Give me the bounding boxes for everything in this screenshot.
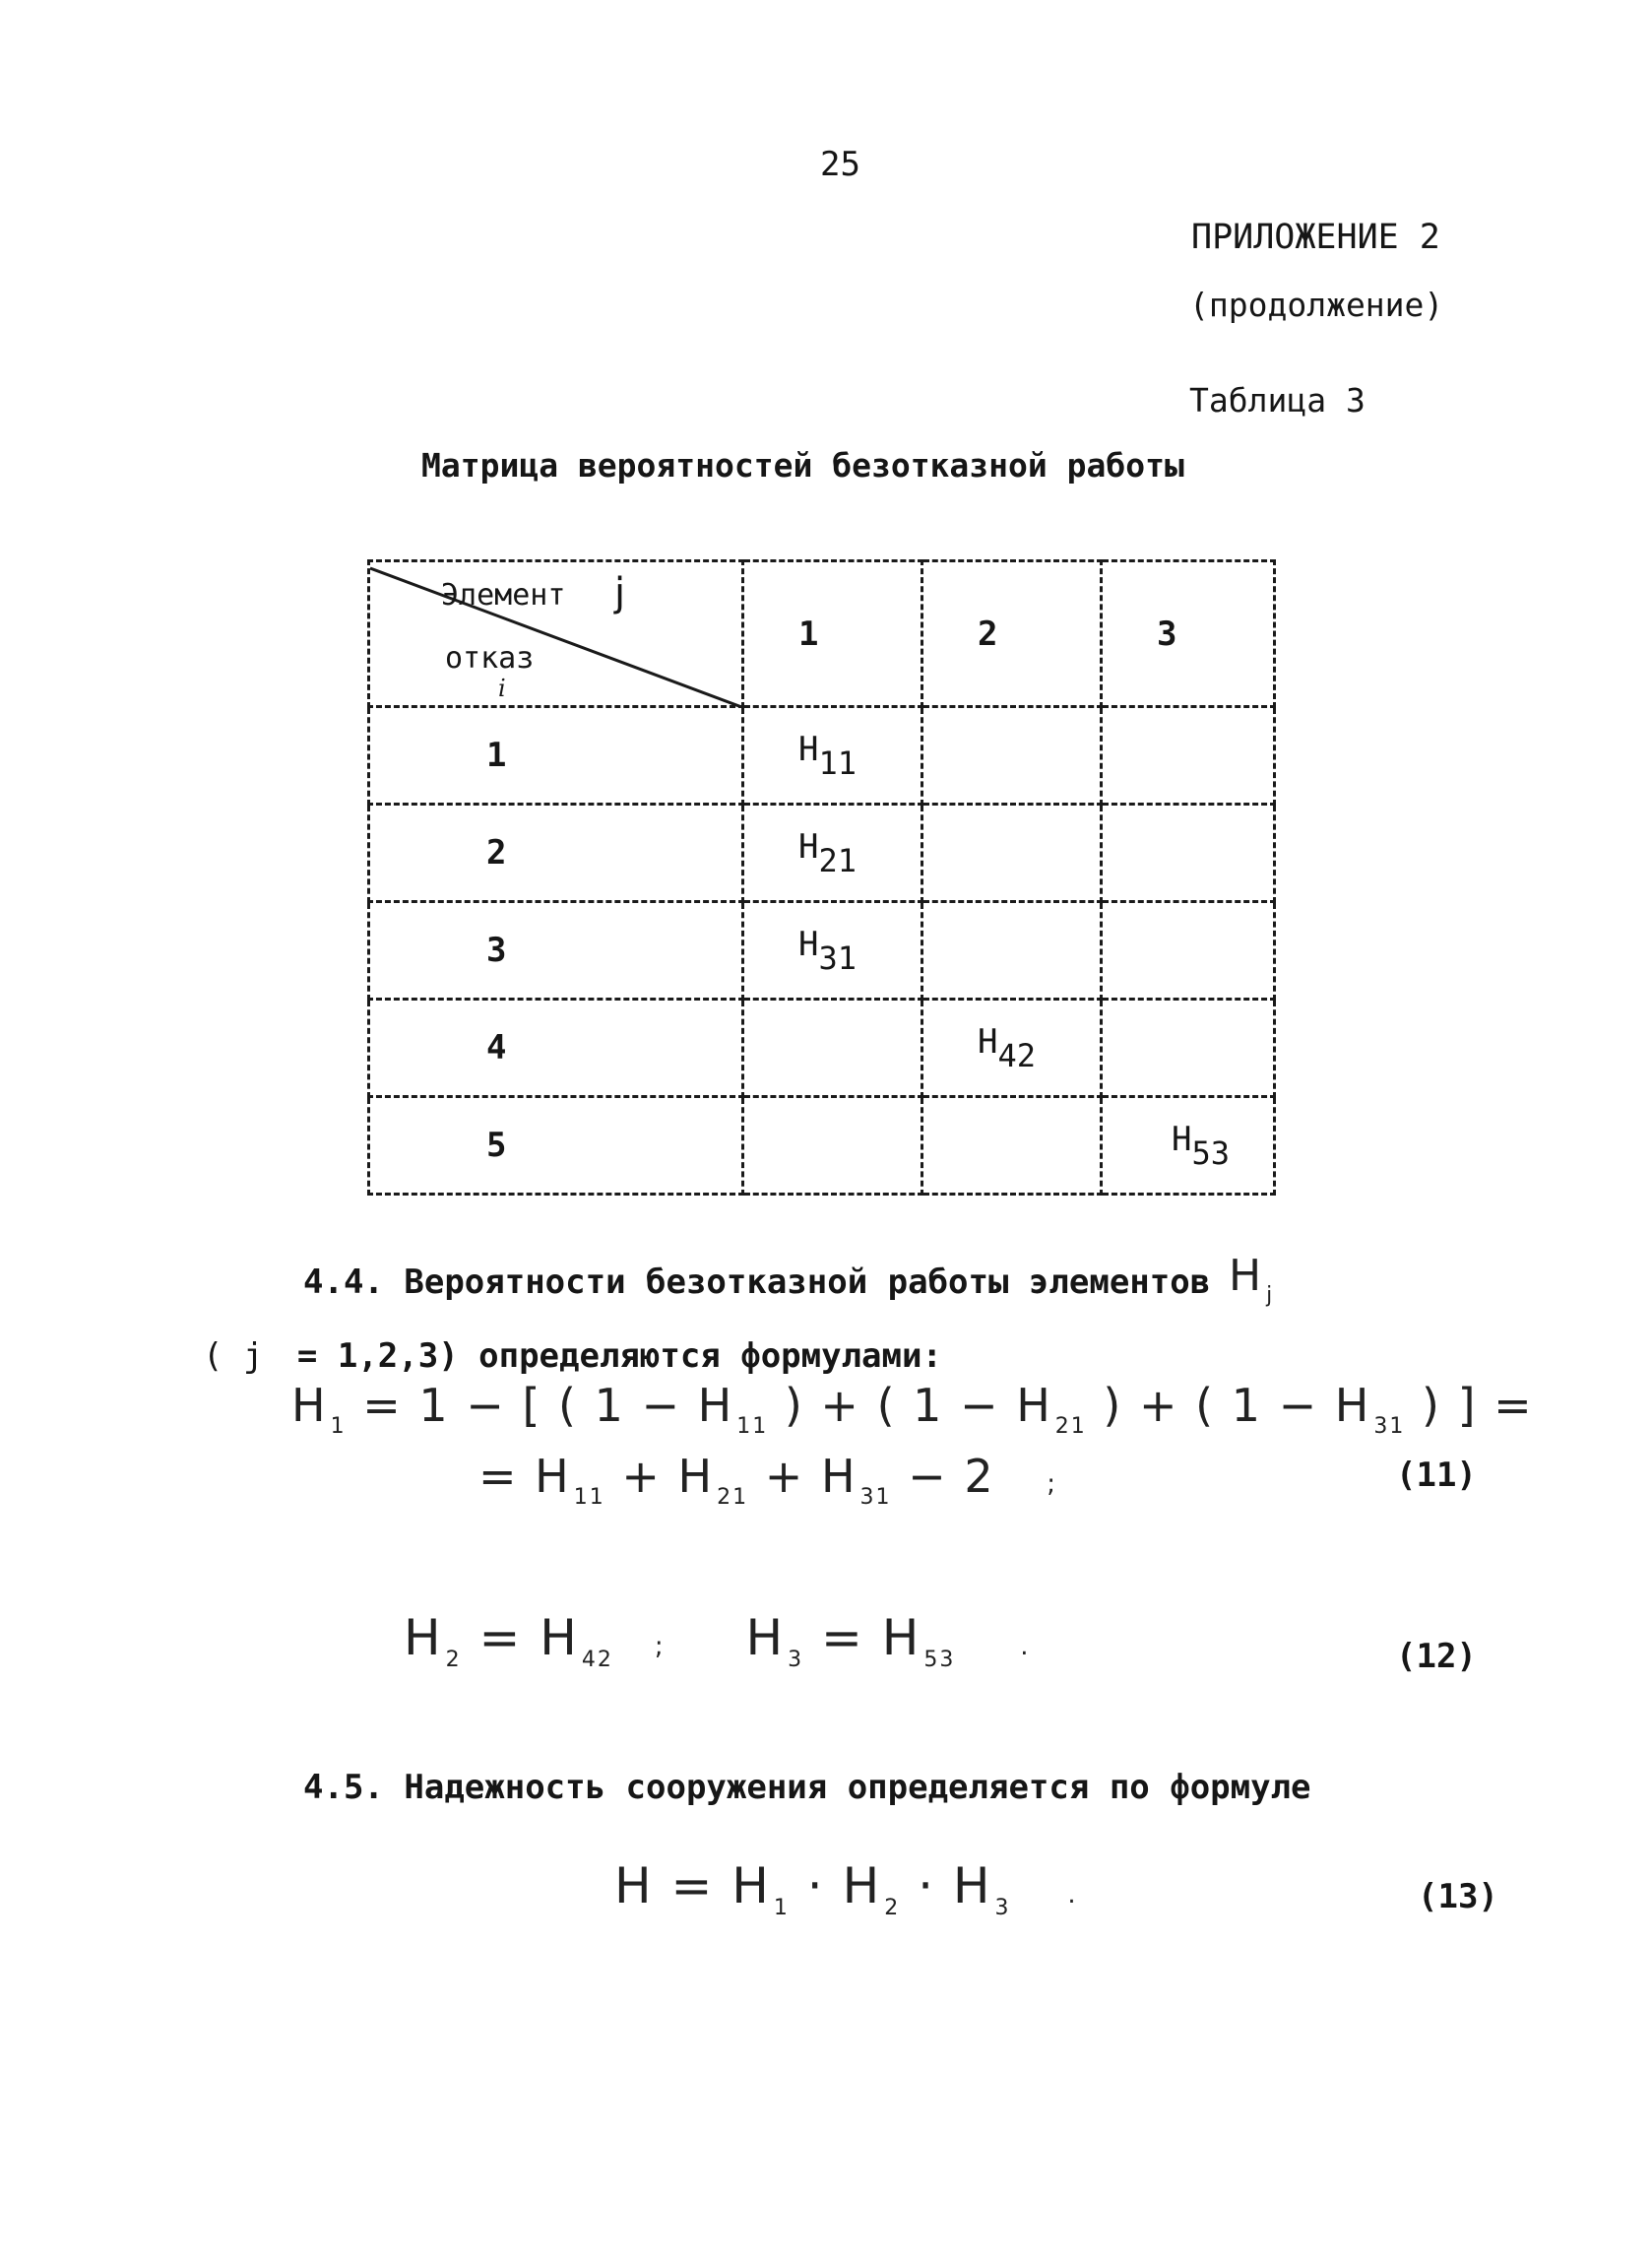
continuation-open: ( j [203, 1336, 264, 1376]
corner-failure-symbol: i [498, 675, 506, 702]
table-cell [743, 1097, 922, 1195]
table-cell [922, 902, 1102, 1000]
table-caption: Матрица вероятностей безотказной работы [421, 446, 1184, 485]
symbol-Hj: H $_j$ [1229, 1251, 1275, 1308]
table-row [369, 707, 1275, 805]
section-4-5-paragraph [303, 1768, 1311, 1807]
page-number: 25 [820, 145, 860, 184]
table-row [369, 902, 1275, 1000]
equation-number-13: (13) [1418, 1877, 1498, 1916]
formula-13: H = H $_1$ · H $_2$ · H $_3$ . [614, 1857, 1078, 1920]
appendix-title: ПРИЛОЖЕНИЕ 2 [1191, 218, 1440, 257]
continuation-text: = 1,2,3) определяются формулами: [296, 1336, 942, 1376]
section-text: Надежность сооружения определяется по формуле [404, 1768, 1311, 1807]
row-label: 3 [369, 902, 743, 1000]
section-number: 4.4. [303, 1263, 384, 1302]
table-number: Таблица 3 [1189, 381, 1366, 420]
table-cell [743, 707, 922, 805]
table-cell [922, 1097, 1102, 1195]
column-header: 3 [1102, 561, 1275, 707]
corner-element-label: Элемент [441, 578, 566, 613]
row-label: 5 [369, 1097, 743, 1195]
formula-12: H $_2$ = H $_{42}$ ; H $_3$ = H $_{53}$ . [404, 1609, 1031, 1672]
appendix-continuation: (продолжение) [1189, 286, 1444, 324]
row-label: 2 [369, 805, 743, 902]
section-4-4-continuation [203, 1336, 942, 1376]
cell-value: $H_{42}$ [978, 1021, 1037, 1074]
formula-11-line-2: = H $_{11}$ + H $_{21}$ + H $_{31}$ − 2 ; [478, 1450, 1057, 1510]
table-cell [922, 1000, 1102, 1097]
table-cell [743, 805, 922, 902]
table-cell [922, 805, 1102, 902]
table-cell [1102, 1097, 1275, 1195]
section-text: Вероятности безотказной работы элементов [404, 1263, 1211, 1302]
table-row [369, 1097, 1275, 1195]
equation-number-12: (12) [1396, 1637, 1477, 1676]
section-number: 4.5. [303, 1768, 384, 1807]
section-4-4-paragraph [303, 1263, 1211, 1302]
cell-value: $H_{21}$ [798, 826, 858, 879]
table-cell [1102, 902, 1275, 1000]
table-cell [743, 1000, 922, 1097]
table-cell [1102, 805, 1275, 902]
table-corner-cell [369, 561, 743, 707]
row-label: 4 [369, 1000, 743, 1097]
cell-value: $H_{31}$ [798, 924, 858, 977]
table-row [369, 1000, 1275, 1097]
corner-failure-label: отказ [445, 641, 535, 676]
table-cell [1102, 707, 1275, 805]
table-row [369, 805, 1275, 902]
table-cell [1102, 1000, 1275, 1097]
table-cell [922, 707, 1102, 805]
probability-matrix-table [367, 559, 1276, 1196]
table-header-row [369, 561, 1275, 707]
column-header: 2 [922, 561, 1102, 707]
equation-number-11: (11) [1396, 1456, 1477, 1495]
cell-value: $H_{11}$ [798, 729, 858, 782]
table-cell [743, 902, 922, 1000]
formula-11-line-1: H $_1$ = 1 − [ ( 1 − H $_{11}$ ) + ( 1 − H $_{21}$ ) + ( 1 − H $_{31}$ ) ] = [291, 1379, 1534, 1439]
corner-element-symbol: j [614, 570, 626, 615]
row-label: 1 [369, 707, 743, 805]
column-header: 1 [743, 561, 922, 707]
cell-value: $H_{53}$ [1172, 1119, 1231, 1172]
